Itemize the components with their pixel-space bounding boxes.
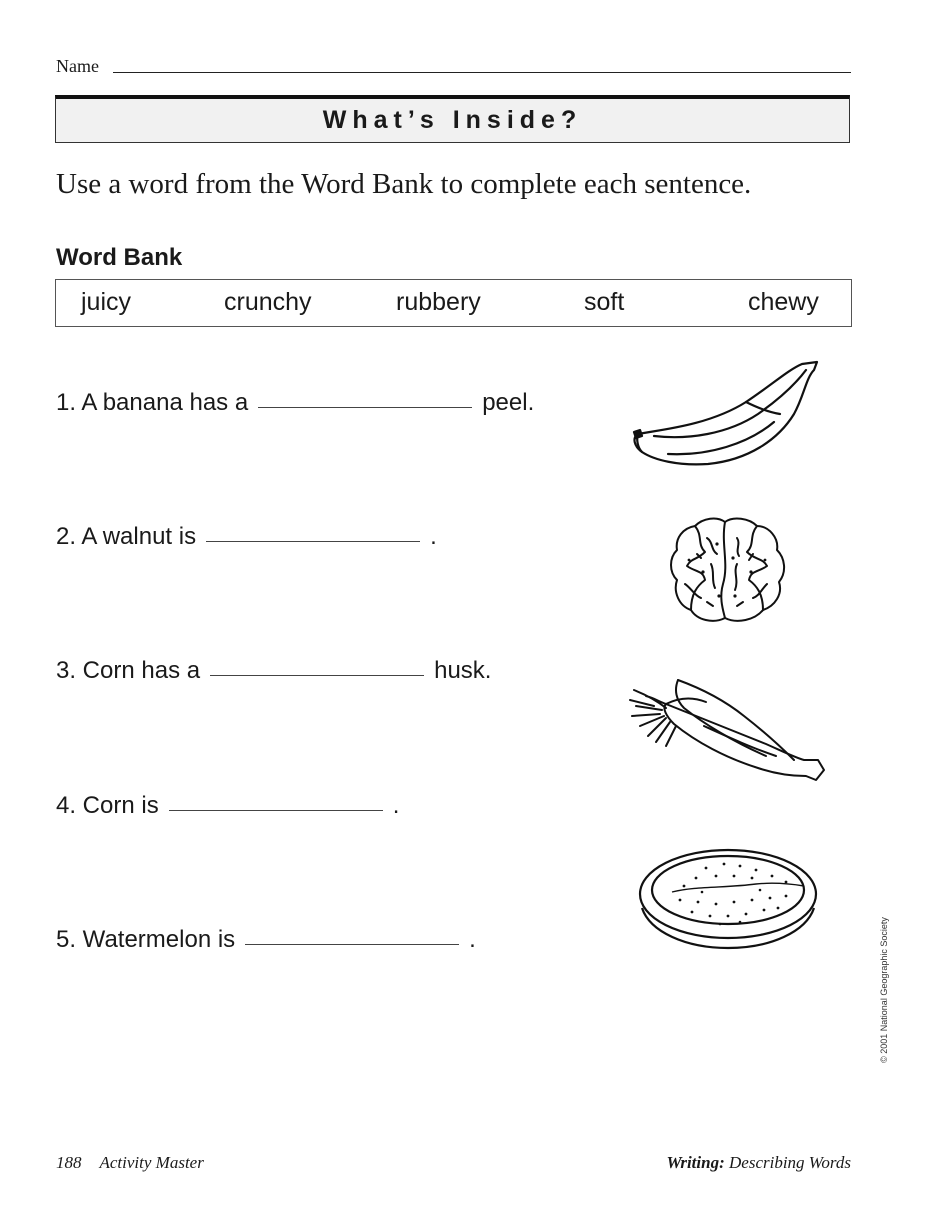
- page-title: What’s Inside?: [322, 106, 583, 134]
- sentence-3: [56, 657, 491, 685]
- sentence-text: peel.: [482, 389, 535, 416]
- sentence-text: 1. A banana has a: [56, 389, 249, 416]
- word-bank-word: soft: [584, 288, 625, 316]
- banana-icon: [628, 356, 824, 470]
- answer-blank[interactable]: [210, 674, 424, 676]
- answer-blank[interactable]: [169, 809, 383, 811]
- sentence-1: [56, 389, 534, 417]
- sentence-text: 2. A walnut is: [56, 523, 197, 550]
- sentence-2: [56, 523, 437, 551]
- sentence-5: [56, 926, 476, 954]
- instructions: Use a word from the Word Bank to complete each sentence.: [56, 168, 752, 200]
- sentence-4: [56, 792, 399, 820]
- word-bank-word: chewy: [748, 288, 819, 316]
- name-field[interactable]: [113, 72, 851, 73]
- word-bank-heading: Word Bank: [56, 244, 183, 271]
- sentence-text: 3. Corn has a: [56, 657, 201, 684]
- footer-topic: Describing Words: [729, 1153, 851, 1172]
- word-bank-word: juicy: [81, 288, 132, 316]
- copyright-notice: © 2001 National Geographic Society: [879, 917, 889, 1063]
- name-label: Name: [56, 56, 99, 76]
- word-bank-word: rubbery: [396, 288, 481, 316]
- answer-blank[interactable]: [258, 406, 472, 408]
- footer-activity-label: Activity Master: [99, 1153, 204, 1172]
- answer-blank[interactable]: [206, 540, 420, 542]
- footer-right: [666, 1153, 851, 1173]
- corn-icon: [626, 676, 828, 784]
- page-number: 188: [56, 1153, 82, 1172]
- word-bank: [55, 279, 852, 327]
- sentence-text: husk.: [434, 657, 492, 684]
- sentence-text: 5. Watermelon is: [56, 926, 236, 953]
- sentence-text: .: [392, 792, 400, 819]
- sentence-text: 4. Corn is: [56, 792, 159, 819]
- sentence-text: .: [430, 523, 437, 550]
- footer-left: [56, 1153, 204, 1173]
- walnut-icon: [667, 514, 787, 626]
- footer-subject: Writing:: [666, 1153, 725, 1172]
- title-bar: [55, 95, 850, 143]
- answer-blank[interactable]: [245, 943, 459, 945]
- watermelon-icon: [636, 846, 822, 952]
- word-bank-word: crunchy: [224, 288, 312, 316]
- sentence-text: .: [469, 926, 476, 953]
